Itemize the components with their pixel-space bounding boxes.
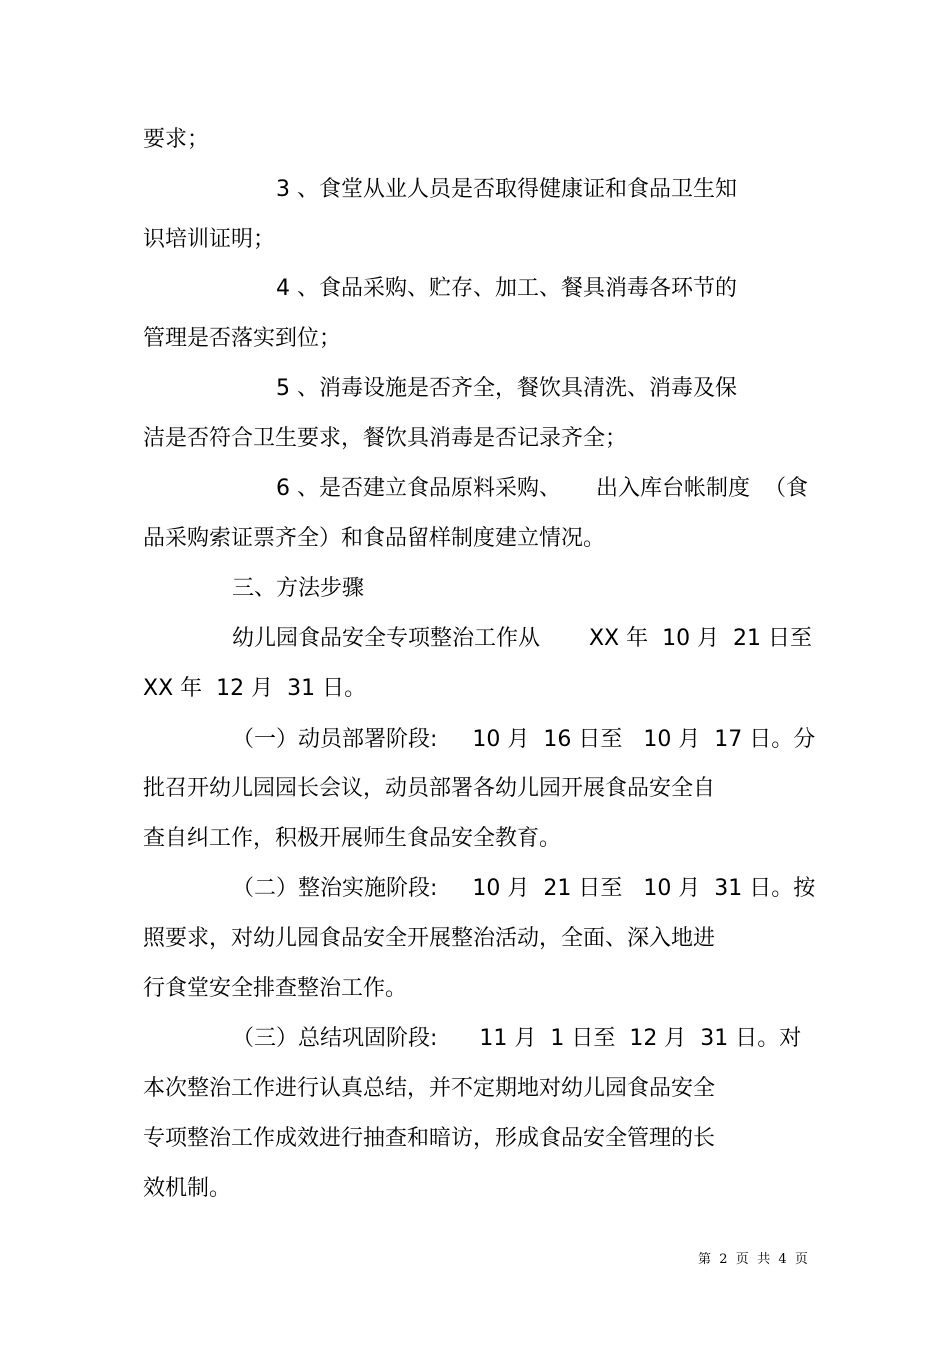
list-item-4: 4 、食品采购、贮存、加工、餐具消毒各环节的 <box>276 276 737 301</box>
text-line: 照要求，对幼儿园食品安全开展整治活动，全面、深入地进 <box>143 926 716 951</box>
text-line: 管理是否落实到位； <box>143 326 342 351</box>
list-item-6: 6 、是否建立食品原料采购、 出入库台帐制度 （食 <box>276 476 808 501</box>
text-line: 洁是否符合卫生要求，餐饮具消毒是否记录齐全； <box>143 426 628 451</box>
section-heading: 三、方法步骤 <box>232 576 365 601</box>
text-line: 本次整治工作进行认真总结，并不定期地对幼儿园食品安全 <box>143 1076 716 1101</box>
phase-three: （三）总结巩固阶段: 11 月 1 日至 12 月 31 日。对 <box>232 1026 802 1051</box>
list-item-5: 5 、消毒设施是否齐全，餐饮具清洗、消毒及保 <box>276 376 737 401</box>
text-line: 识培训证明； <box>143 227 276 252</box>
text-line: 要求； <box>143 127 210 152</box>
text-line: 专项整治工作成效进行抽查和暗访，形成食品安全管理的长 <box>143 1126 716 1151</box>
text-line: 效机制。 <box>143 1176 232 1201</box>
phase-two: （二）整治实施阶段: 10 月 21 日至 10 月 31 日。按 <box>232 876 816 901</box>
list-item-3: 3 、食堂从业人员是否取得健康证和食品卫生知 <box>276 177 737 202</box>
text-line: 批召开幼儿园园长会议，动员部署各幼儿园开展食品安全自 <box>143 776 716 801</box>
phase-one: （一）动员部署阶段: 10 月 16 日至 10 月 17 日。分 <box>232 727 816 752</box>
text-line: 查自纠工作，积极开展师生食品安全教育。 <box>143 826 562 851</box>
text-line: 品采购索证票齐全）和食品留样制度建立情况。 <box>143 526 606 551</box>
text-line: 幼儿园食品安全专项整治工作从 XX 年 10 月 21 日至 <box>232 626 813 651</box>
text-line: 行食堂安全排查整治工作。 <box>143 976 408 1001</box>
page-number: 第 2 页 共 4 页 <box>698 1252 808 1267</box>
text-line: XX 年 12 月 31 日。 <box>143 676 367 701</box>
